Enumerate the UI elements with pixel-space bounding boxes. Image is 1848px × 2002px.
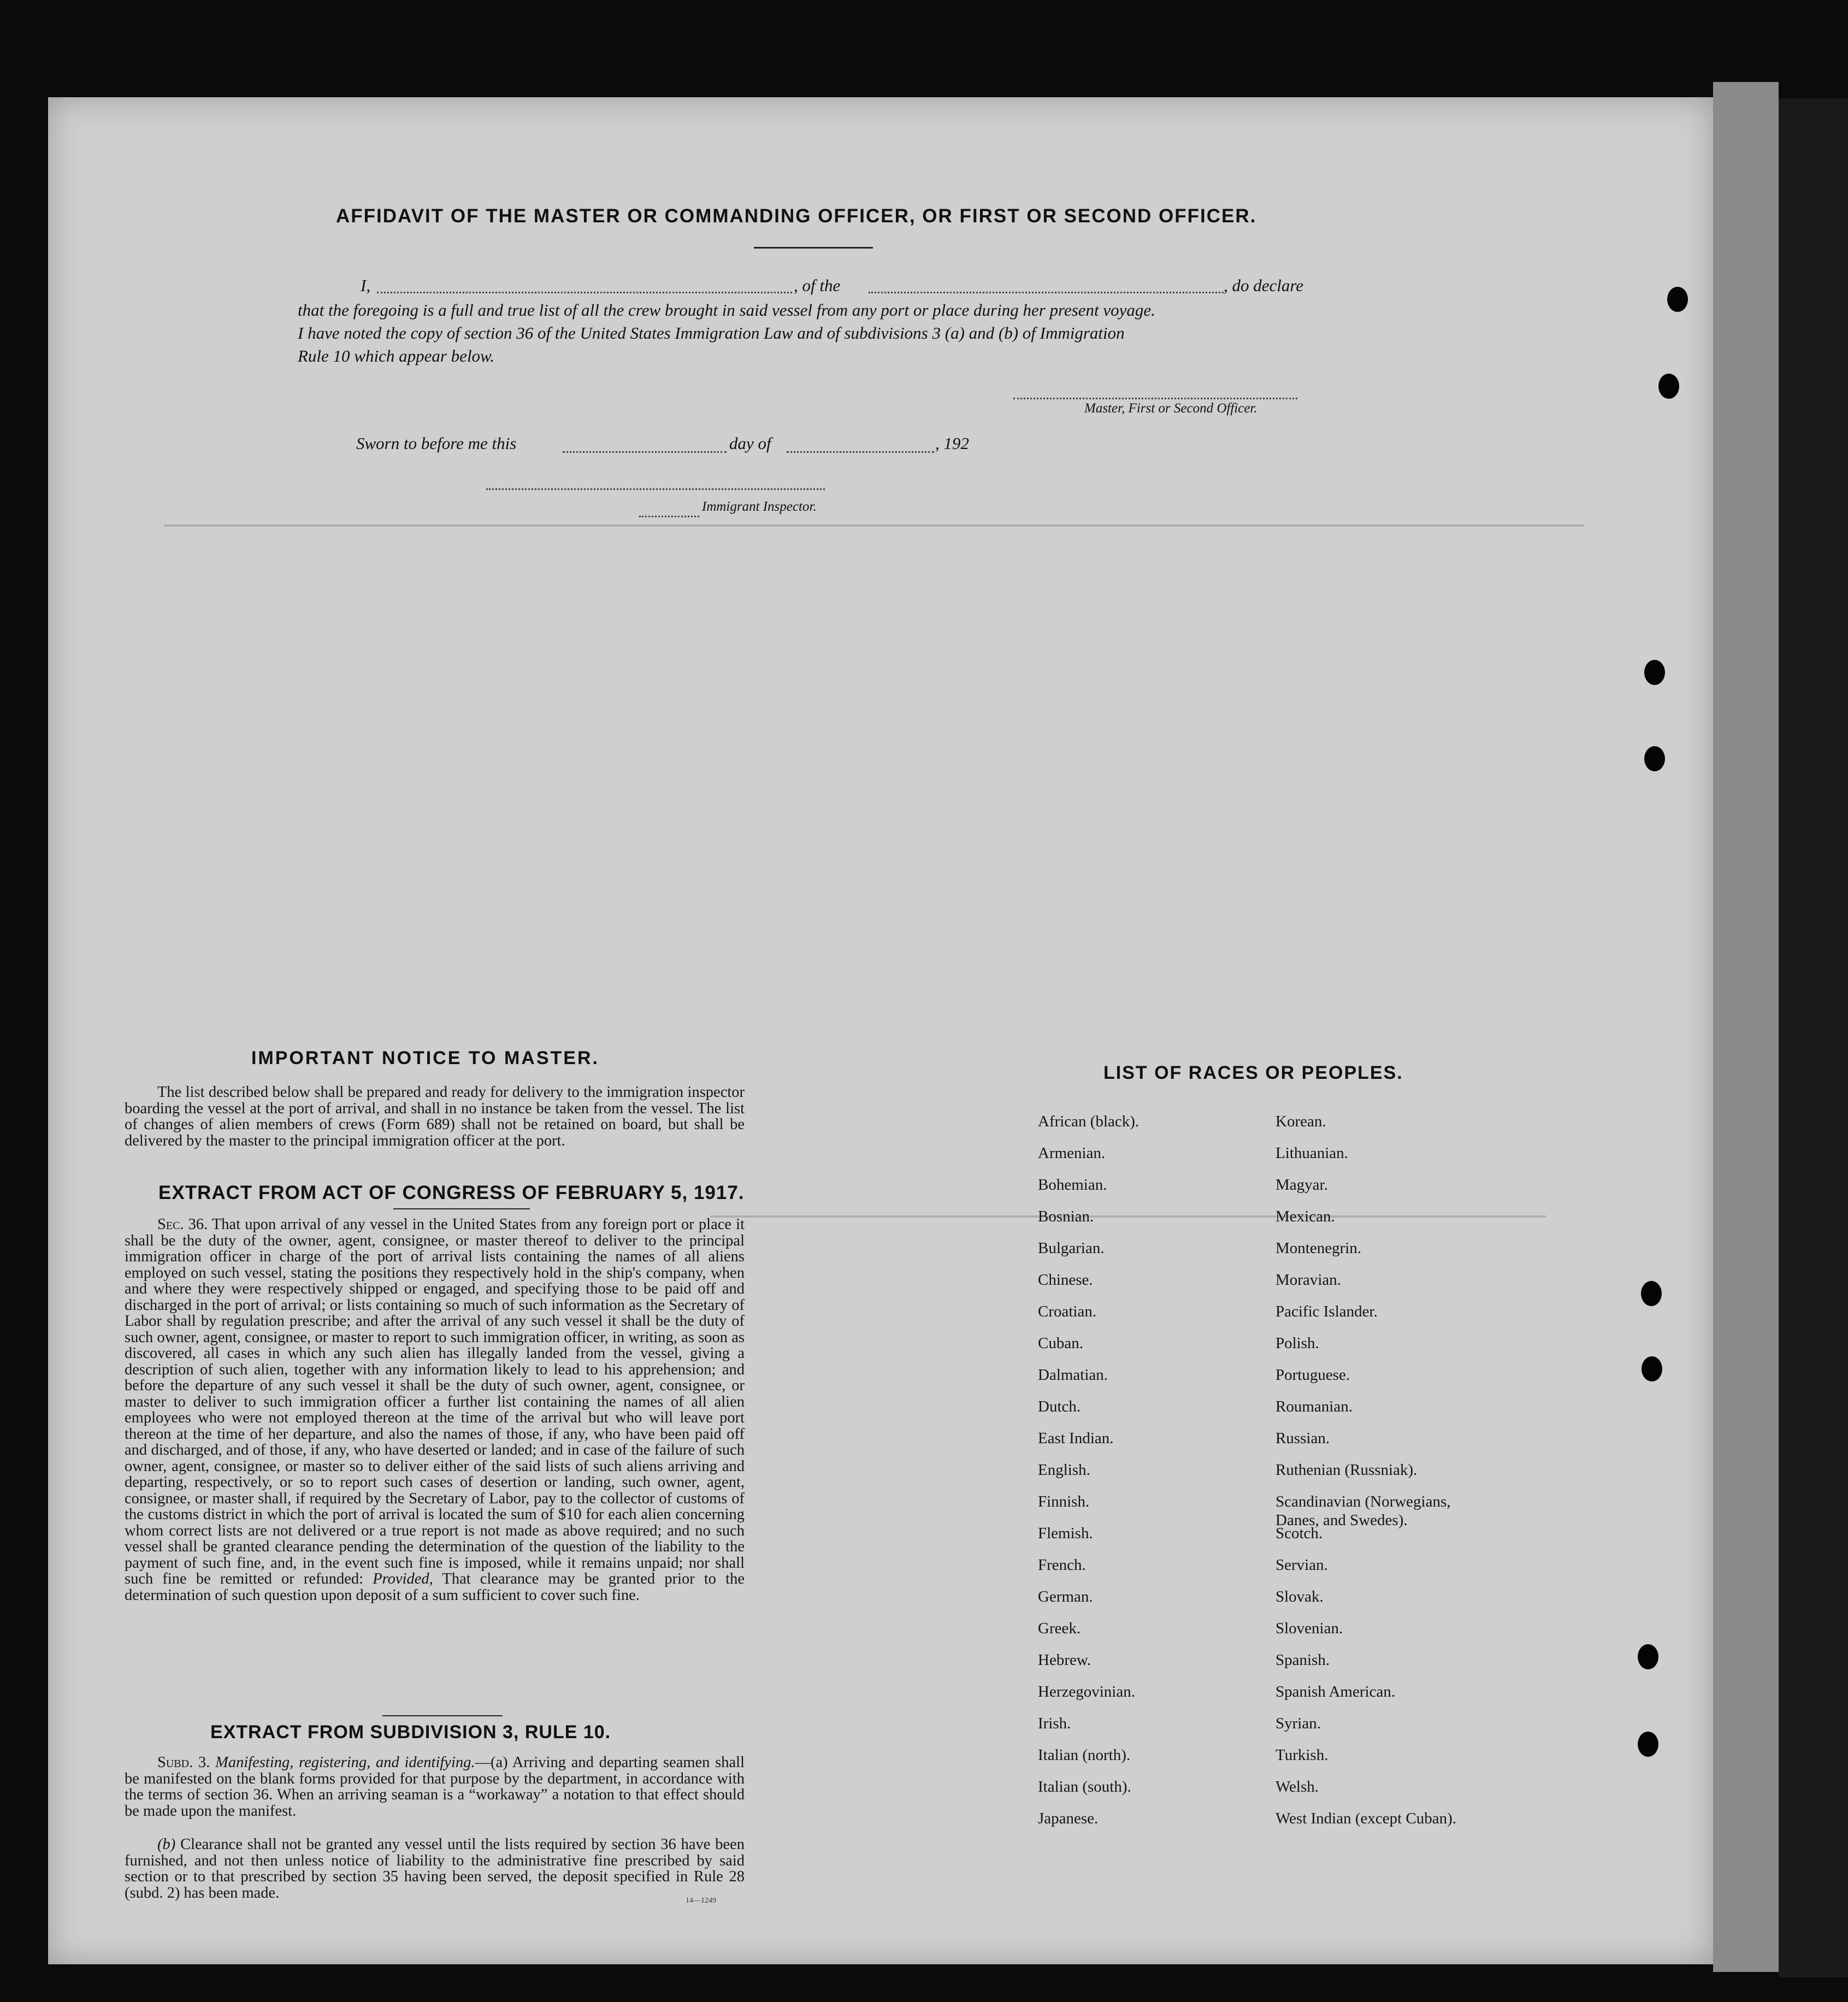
race-item: Chinese. — [1038, 1271, 1093, 1289]
declaration-line-3: I have noted the copy of section 36 of the United States Immigration Law and of subdivisions 3 (a) and (b) of Immigration — [298, 323, 1125, 342]
binder-hole — [1641, 1281, 1662, 1306]
declaration-line-4: Rule 10 which appear below. — [298, 346, 495, 365]
provided-word: Provided, — [373, 1570, 433, 1587]
race-item: Japanese. — [1038, 1810, 1099, 1827]
binder-hole — [1658, 374, 1679, 399]
subd-label: Subd. 3. — [157, 1754, 210, 1771]
binder-hole — [1638, 1732, 1658, 1757]
bleed-through-rule — [164, 524, 1584, 527]
notice-body: The list described below shall be prepared and ready for delivery to the immigration inspector boarding the vessel at the port of arrival, and shall in no instance be taken from the vessel. The list of changes of alien members of crews (Form 689) shall not be retained on board, but shall be delivered by the master to the principal immigration officer at the port. — [125, 1084, 745, 1149]
subd-b-body: Clearance shall not be granted any vessel until the lists required by section 36 have been furnished, and not then unless notice of liability to the administrative fine prescribed by said section or to that prescribed by section 35 having been served, the deposit specified in Rule 28 (subd. 2) has been made. — [125, 1836, 745, 1901]
scanner-margin — [1779, 98, 1848, 1977]
binder-hole — [1642, 1356, 1662, 1381]
signature-caption: Master, First or Second Officer. — [1084, 401, 1257, 416]
section-body: That upon arrival of any vessel in the United States from any foreign port or place it shall be the duty of the owner, agent, consignee, or master thereof to deliver to the principal immigration officer in charge of the port of arrival lists containing the names of all aliens employed on such vessel, stating the positions they respectively hold in the ship's company, when and where they were respectively shipped or engaged, and specifying those to be paid off and discharged in the port of arrival; or lists containing so much of such information as the Secretary of Labor shall by regulation prescribe; and after the arrival of any such vessel it shall be the duty of such owner, agent, consignee, or master to report to such immigration officer, in writing, as soon as discovered, all cases in which any such alien has illegally landed from the vessel, giving a description of such alien, together with any information likely to lead to his apprehension; and before the departure of any such vessel it shall be the duty of such owner, agent, consignee, or master to deliver to such immigration officer a further list containing the names of all alien employees who were not employed thereon at the time of the arrival but who will leave port thereon at the time of her departure, and also the names of those, if any, who have been paid off and discharged, and of those, if any, who have deserted or landed; and in case of the failure of such owner, agent, consignee, or master so to deliver either of the said lists of such aliens arriving and departing, respectively, or so to report such cases of desertion or landing, such owner, agent, consignee, or master shall, if required by the Secretary of Labor, pay to the collector of customs of the customs district in which the port of arrival is located the sum of $10 for each alien concerning whom correct lists are not delivered or a true report is not made as above required; and no such vessel shall be granted clearance pending the determination of the question of the liability to the payment of such fine, and, in the event such fine is imposed, while it remains unpaid; nor shall such fine be remitted or refunded: — [125, 1216, 745, 1587]
race-item: Moravian. — [1276, 1271, 1341, 1289]
race-item: Scotch. — [1276, 1525, 1323, 1542]
race-item: Spanish American. — [1276, 1683, 1396, 1700]
race-item: East Indian. — [1038, 1430, 1114, 1447]
race-item: Welsh. — [1276, 1778, 1319, 1796]
declaration-i: I, — [361, 276, 371, 295]
race-item: German. — [1038, 1588, 1093, 1605]
adjacent-page-edge — [1713, 82, 1779, 1972]
subd-title: Manifesting, registering, and identifying. — [215, 1754, 475, 1771]
race-item: Mexican. — [1276, 1208, 1335, 1225]
race-item: Korean. — [1276, 1113, 1326, 1130]
race-item: Bosnian. — [1038, 1208, 1094, 1225]
race-item: Croatian. — [1038, 1303, 1097, 1320]
race-item: Spanish. — [1276, 1651, 1330, 1669]
form-number: 14—1249 — [686, 1897, 716, 1905]
race-item: Ruthenian (Russniak). — [1276, 1461, 1418, 1479]
declaration-declare: , do declare — [1224, 276, 1304, 295]
race-item: Lithuanian. — [1276, 1144, 1348, 1162]
race-item: Turkish. — [1276, 1746, 1329, 1764]
race-item: Russian. — [1276, 1430, 1330, 1447]
race-item: Syrian. — [1276, 1715, 1321, 1732]
race-item: Bulgarian. — [1038, 1239, 1105, 1257]
name-blank — [377, 292, 792, 293]
race-item: Irish. — [1038, 1715, 1071, 1732]
subdivision-b-text — [125, 1836, 745, 1901]
race-item: Cuban. — [1038, 1334, 1083, 1352]
race-item: French. — [1038, 1556, 1086, 1574]
notice-text — [125, 1084, 745, 1149]
binder-hole — [1667, 287, 1688, 312]
race-item: English. — [1038, 1461, 1090, 1479]
race-item: Montenegrin. — [1276, 1239, 1362, 1257]
section-label: Sec. 36. — [157, 1216, 208, 1233]
race-item: Italian (north). — [1038, 1746, 1131, 1764]
inspector-caption: Immigrant Inspector. — [702, 499, 817, 514]
inspector-signature-line — [486, 488, 825, 490]
sworn-day-of: day of — [729, 434, 771, 453]
race-item: Italian (south). — [1038, 1778, 1131, 1796]
race-item: Dalmatian. — [1038, 1366, 1108, 1384]
declaration-of-the: , of the — [794, 276, 841, 295]
subdivision-a-text — [125, 1755, 745, 1819]
binder-hole — [1644, 746, 1665, 771]
race-item: West Indian (except Cuban). — [1276, 1810, 1457, 1827]
notice-heading: IMPORTANT NOTICE TO MASTER. — [251, 1048, 599, 1068]
sworn-year: , 192 — [935, 434, 969, 453]
race-item: Slovak. — [1276, 1588, 1324, 1605]
race-item: Polish. — [1276, 1334, 1319, 1352]
inspector-caption-leader — [639, 516, 699, 517]
race-item: Flemish. — [1038, 1525, 1093, 1542]
declaration-line-2: that the foregoing is a full and true list of all the crew brought in said vessel from any port or place during her present voyage. — [298, 300, 1155, 320]
affidavit-title: AFFIDAVIT OF THE MASTER OR COMMANDING OFFICER, OR FIRST OR SECOND OFFICER. — [336, 205, 1257, 227]
race-item: Magyar. — [1276, 1176, 1328, 1194]
section-divider — [382, 1715, 503, 1716]
race-item: Slovenian. — [1276, 1620, 1343, 1637]
race-item: Roumanian. — [1276, 1398, 1353, 1415]
race-item: Portuguese. — [1276, 1366, 1350, 1384]
section-36-text — [125, 1216, 745, 1603]
race-item: Bohemian. — [1038, 1176, 1107, 1194]
races-heading: LIST OF RACES OR PEOPLES. — [1103, 1062, 1403, 1083]
sworn-month-blank — [787, 451, 934, 453]
races-right-column — [1276, 1112, 1456, 1841]
title-underline — [754, 247, 873, 249]
form-page — [48, 97, 1713, 1964]
binder-hole — [1644, 660, 1665, 685]
sworn-day-blank — [563, 451, 727, 453]
extract-act-heading: EXTRACT FROM ACT OF CONGRESS OF FEBRUARY 5, 1917. — [158, 1182, 745, 1203]
race-item: Pacific Islander. — [1276, 1303, 1378, 1320]
race-item: Dutch. — [1038, 1398, 1081, 1415]
race-item: Finnish. — [1038, 1493, 1090, 1510]
subd-a-body: —(a) Arriving and departing seamen shall be manifested on the blank forms provided for that purpose by the department, in accordance with the terms of section 36. When an arriving seaman is a “workaway” a notation to that effect should be made upon the manifest. — [125, 1754, 745, 1820]
signature-line — [1013, 398, 1297, 399]
subd-b-label: (b) — [157, 1836, 176, 1853]
race-item: Greek. — [1038, 1620, 1081, 1637]
race-item: African (black). — [1038, 1113, 1139, 1130]
race-item: Armenian. — [1038, 1144, 1106, 1162]
vessel-blank — [869, 292, 1224, 293]
binder-hole — [1638, 1644, 1658, 1669]
extract-act-underline — [393, 1208, 530, 1209]
sworn-text: Sworn to before me this — [356, 434, 517, 453]
race-item: Hebrew. — [1038, 1651, 1091, 1669]
section-body-end: That clearance may be granted prior to the determination of such question upon deposit of a sum sufficient to cover such fine. — [125, 1570, 745, 1604]
extract-rule-heading: EXTRACT FROM SUBDIVISION 3, RULE 10. — [210, 1722, 611, 1743]
races-left-column — [1038, 1112, 1139, 1841]
race-item: Scandinavian (Norwegians, Danes, and Swedes). — [1276, 1493, 1451, 1529]
race-item: Herzegovinian. — [1038, 1683, 1135, 1700]
race-item: Servian. — [1276, 1556, 1328, 1574]
